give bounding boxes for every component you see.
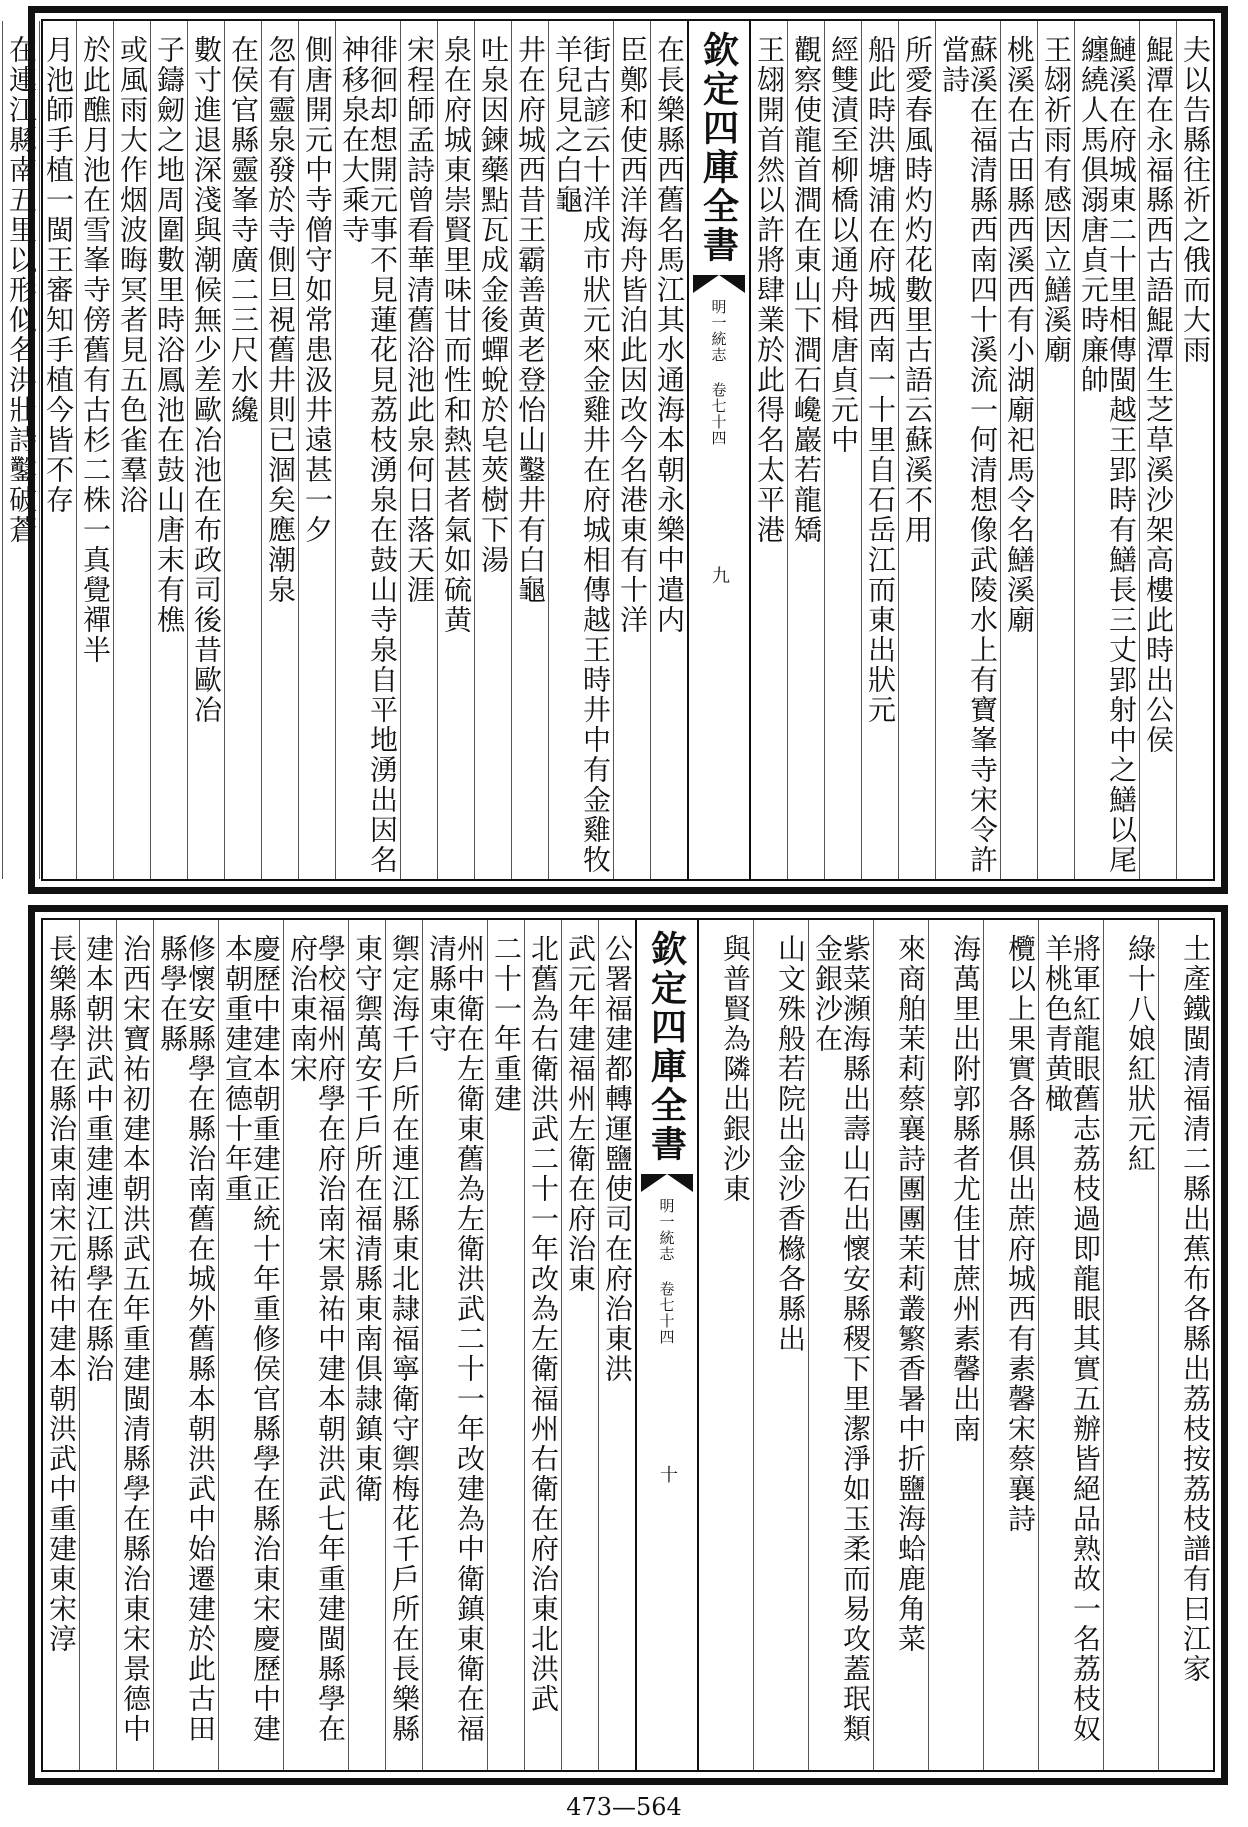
text-column: 夫以告縣往祈之俄而大雨	[1176, 21, 1213, 879]
book-title: 欽定四庫全書	[645, 930, 688, 1164]
volume-label: 明一統志 卷七十四	[709, 299, 728, 446]
text-column: 數寸進退深淺與潮候無少差歐冶池在布政司後昔歐冶	[187, 21, 224, 879]
top-left-text-block	[0, 21, 687, 879]
text-column: 東守禦萬安千戶所在福清縣東南俱隷鎮東衛	[348, 920, 385, 1770]
bottom-right-text-block	[699, 920, 1213, 1770]
text-column: 月池師手植一閩王審知手植今皆不存	[39, 21, 76, 879]
text-column: 山文殊般若院出金沙香櫞各縣出	[753, 920, 808, 1770]
bottom-center-column	[635, 920, 699, 1770]
top-right-text-block	[751, 21, 1213, 879]
text-column: 經雙漬至柳橋以通舟楫唐貞元中	[824, 21, 861, 879]
text-column: 側唐開元中寺僧守如常患汲井遠甚一夕	[298, 21, 335, 879]
text-column: 鰱溪在府城東二十里相傳閩越王郢時有鱔長三丈郢射中之鱔以尾纏繞人馬俱溺唐貞元時廉帥	[1074, 21, 1139, 879]
text-column: 來商舶茉莉蔡襄詩團團茉莉叢繁香暑中折鹽海蛤鹿角菜	[873, 920, 928, 1770]
text-column: 州中衛在左衛東舊為左衛洪武二十一年改建為中衛鎮東衛在福清縣東守	[422, 920, 487, 1770]
text-column: 修懷安縣學在縣治南舊在城外舊縣本朝洪武中始遷建於此古田縣學在縣	[153, 920, 218, 1770]
text-column: 於此醮月池在雪峯寺傍舊有古杉二株一真覺禪半	[76, 21, 113, 879]
text-column: 綠十八娘紅狀元紅	[1103, 920, 1158, 1770]
text-column: 或風雨大作烟波晦冥者見五色雀羣浴	[113, 21, 150, 879]
text-column: 宋程師孟詩曾看華清舊浴池此泉何日落天涯	[400, 21, 437, 879]
text-column: 慶歷中建本朝重建正統十年重修侯官縣學在縣治東宋慶歷中建本朝重建宣德十年重	[218, 920, 283, 1770]
fishtail-ornament	[693, 275, 745, 293]
bottom-left-text-block	[43, 920, 635, 1770]
text-column: 泉在府城東崇賢里味甘而性和熱甚者氣如硫黄	[437, 21, 474, 879]
text-column: 蘇溪在福清縣西南四十溪流一何清想像武陵水上有寶峯寺宋令許當詩	[935, 21, 1000, 879]
text-column: 所愛春風時灼灼花數里古語云蘇溪不用	[898, 21, 935, 879]
text-column: 北舊為右衛洪武二十一年改為左衛福州右衛在府治東北洪武	[524, 920, 561, 1770]
page-footer-number: 473—564	[566, 1793, 682, 1821]
text-column: 鯤潭在永福縣西古語鯤潭生芝草溪沙架高樓此時出公侯	[1139, 21, 1176, 879]
text-column: 臣鄭和使西洋海舟皆泊此因改今名港東有十洋	[613, 21, 650, 879]
text-column: 船此時洪塘浦在府城西南一十里自石岳江而東出狀元	[861, 21, 898, 879]
text-column: 吐泉因鍊藥點瓦成金後蟬蛻於皂莢樹下湯	[474, 21, 511, 879]
text-column: 王翃祈雨有感因立鱔溪廟	[1037, 21, 1074, 879]
bottom-folio-frame	[41, 918, 1215, 1772]
text-column: 在長樂縣西舊名馬江其水通海本朝永樂中遣内	[650, 21, 687, 879]
text-column: 街古諺云十洋成市狀元來金雞井在府城相傳越王時井中有金雞牧羊兒見之白龜	[548, 21, 613, 879]
text-column: 公署福建都轉運鹽使司在府治東洪	[598, 920, 635, 1770]
text-column: 徘徊却想開元事不見蓮花見荔枝湧泉在鼓山寺泉自平地湧出因名神移泉在大乘寺	[335, 21, 400, 879]
top-folio	[5, 6, 1228, 894]
text-column: 子鑄劒之地周圍數里時浴鳳池在鼓山唐末有樵	[150, 21, 187, 879]
page-number: 十	[657, 1465, 678, 1483]
text-column: 禦定海千戶所在連江縣東北隷福寧衛守禦梅花千戶所在長樂縣	[385, 920, 422, 1770]
text-column: 井在府城西昔王霸善黄老登怡山鑿井有白龜	[511, 21, 548, 879]
text-column: 將軍紅龍眼舊志荔枝過即龍眼其實五辦皆絕品熟故一名荔枝奴羊桃色青黄橄	[1038, 920, 1103, 1770]
text-column: 長樂縣學在縣治東南宋元祐中建本朝洪武中重建東宋淳	[45, 934, 78, 1654]
text-column: 欖以上果實各縣俱出蔗府城西有素馨宋蔡襄詩	[983, 920, 1038, 1770]
text-column: 武元年建福州左衛在府治東	[561, 920, 598, 1770]
text-column: 在連江縣南五里以形似名洪壯詩鑿破蒼	[2, 21, 39, 879]
text-column: 治西宋寶祐初建本朝洪武五年重建閩清縣學在縣治東宋景德中	[116, 920, 153, 1770]
page-number: 九	[709, 566, 730, 584]
text-column: 與普賢為隣出銀沙東	[719, 934, 752, 1204]
bottom-folio	[28, 905, 1228, 1785]
text-column: 學校福州府學在府治南宋景祐中建本朝洪武七年重建閩縣學在府治東南宋	[283, 920, 348, 1770]
top-center-column	[687, 21, 751, 879]
text-column: 在侯官縣靈峯寺廣二三尺水纔	[224, 21, 261, 879]
book-title: 欽定四庫全書	[697, 31, 740, 265]
text-column: 建本朝洪武中重建連江縣學在縣治	[79, 920, 116, 1770]
fishtail-ornament	[641, 1174, 693, 1192]
text-column: 忽有靈泉發於寺側旦視舊井則已涸矣應潮泉	[261, 21, 298, 879]
text-column: 海萬里出附郭縣者尤佳甘蔗州素馨出南	[928, 920, 983, 1770]
text-column: 二十一年重建	[487, 920, 524, 1770]
text-column: 觀察使龍首澗在東山下澗石巉巖若龍矯	[787, 21, 824, 879]
text-column: 桃溪在古田縣西溪西有小湖廟祀馬令名鱔溪廟	[1000, 21, 1037, 879]
text-column: 土產鐵閩清福清二縣出蕉布各縣出荔枝按荔枝譜有曰江家	[1158, 920, 1213, 1770]
volume-label: 明一統志 卷七十四	[657, 1198, 676, 1345]
text-column: 王翃開首然以許將肆業於此得名太平港	[753, 35, 786, 545]
top-folio-frame	[5, 19, 1215, 881]
text-column: 紫菜瀕海縣出壽山石出懷安縣稷下里潔淨如玉柔而易攻蓋珉類金銀沙在	[808, 920, 873, 1770]
